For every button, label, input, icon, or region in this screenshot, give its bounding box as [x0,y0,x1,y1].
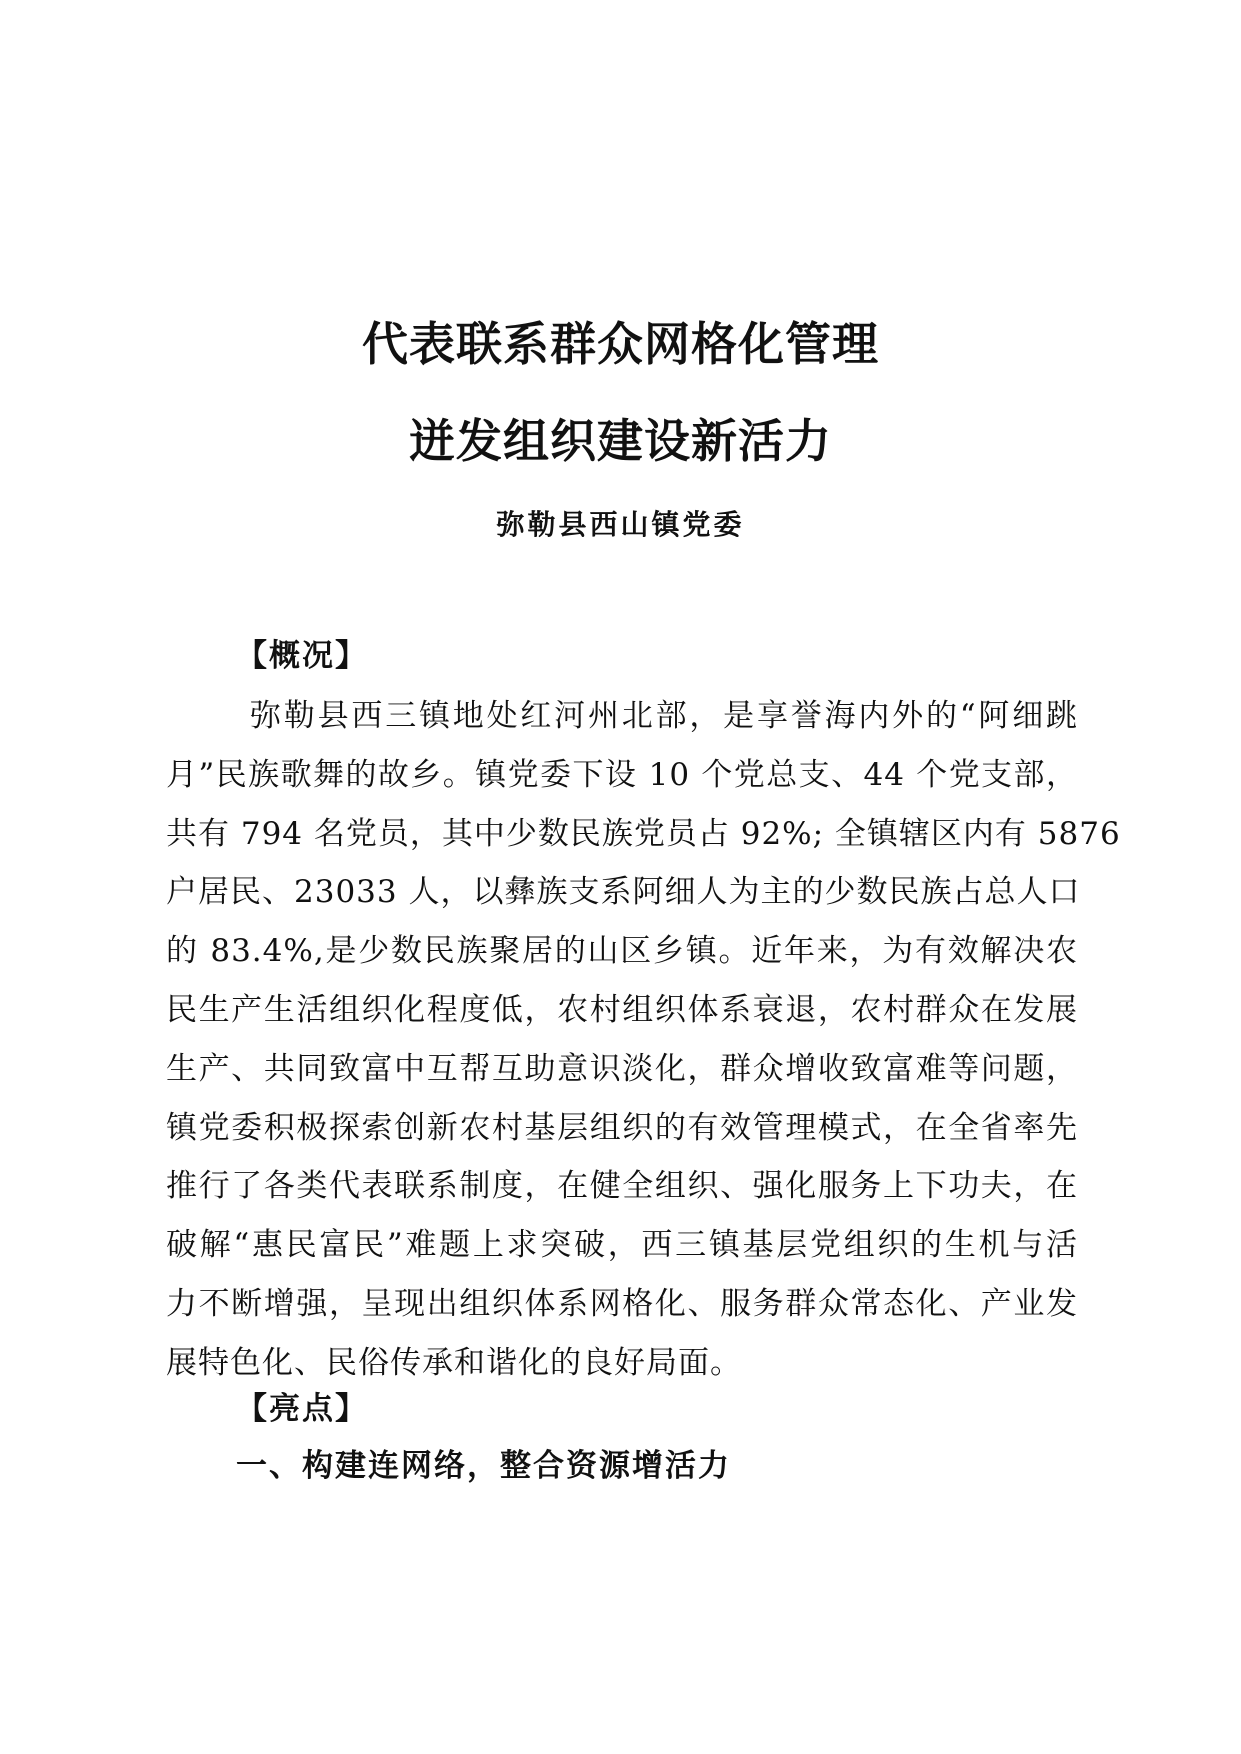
overview-heading: 【概况】 [236,638,368,674]
paragraph-line: 民生产生活组织化程度低，农村组织体系衰退，农村群众在发展 [166,991,1078,1028]
paragraph-line: 生产、共同致富中互帮互助意识淡化，群众增收致富难等问题， [166,1050,1078,1087]
subheading-1: 一、构建连网络，整合资源增活力 [236,1448,731,1484]
document-author: 弥勒县西山镇党委 [496,508,745,541]
paragraph-line: 的 83.4%,是少数民族聚居的山区乡镇。近年来，为有效解决农 [166,933,1078,970]
paragraph-line: 破解“惠民富民”难题上求突破，西三镇基层党组织的生机与活 [166,1227,1078,1264]
paragraph-line: 弥勒县西三镇地处红河州北部，是享誉海内外的“阿细跳 [250,698,1078,734]
paragraph-line: 镇党委积极探索创新农村基层组织的有效管理模式，在全省率先 [166,1109,1078,1146]
paragraph-line: 展特色化、民俗传承和谐化的良好局面。 [166,1344,742,1381]
paragraph-line: 共有 794 名党员，其中少数民族党员占 92%; 全镇辖区内有 5876 [166,815,1121,852]
paragraph-line: 力不断增强，呈现出组织体系网格化、服务群众常态化、产业发 [166,1285,1078,1322]
overview-paragraph [166,687,1121,1393]
paragraph-line: 推行了各类代表联系制度，在健全组织、强化服务上下功夫，在 [166,1168,1078,1205]
document-title-line-2: 迸发组织建设新活力 [409,414,832,468]
highlights-heading: 【亮点】 [236,1391,368,1427]
document-title-line-1: 代表联系群众网格化管理 [362,317,879,371]
paragraph-line: 户居民、23033 人，以彝族支系阿细人为主的少数民族占总人口 [166,874,1081,911]
paragraph-line: 月”民族歌舞的故乡。镇党委下设 10 个党总支、44 个党支部， [166,756,1078,793]
